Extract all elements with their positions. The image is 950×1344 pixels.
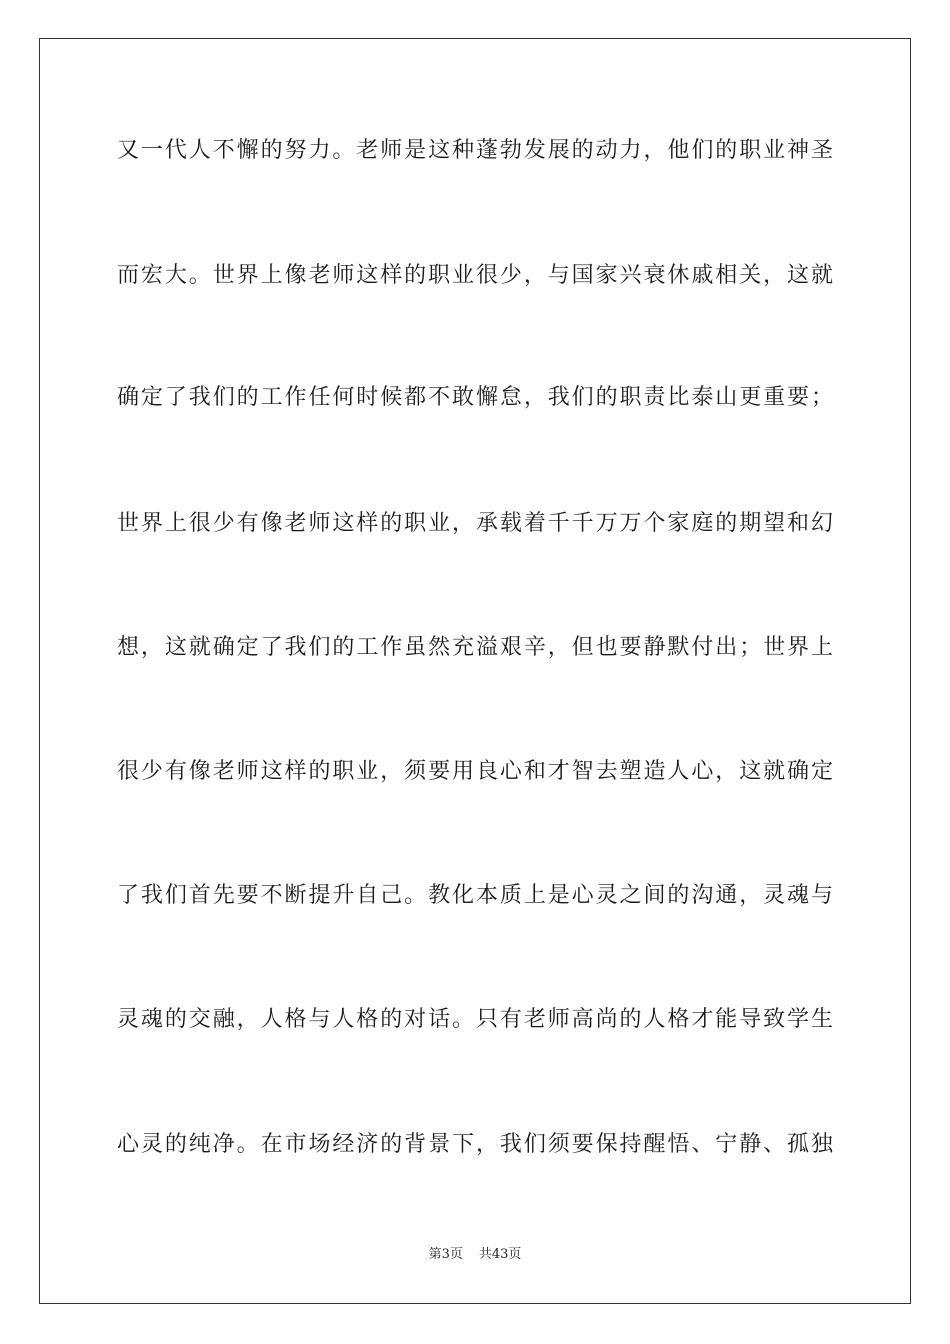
text-line: 灵魂的交融，人格与人格的对话。只有老师高尚的人格才能导致学生 [117,1007,833,1032]
page-border [39,38,911,1304]
page-number: 第3页 [428,1247,463,1262]
text-line: 了我们首先要不断提升自己。教化本质上是心灵之间的沟通，灵魂与 [117,883,833,908]
text-line: 确定了我们的工作任何时候都不敢懈怠，我们的职责比泰山更重要； [117,385,833,410]
text-line: 又一代人不懈的努力。老师是这种蓬勃发展的动力，他们的职业神圣 [117,138,833,163]
text-line: 想，这就确定了我们的工作虽然充溢艰辛，但也要静默付出；世界上 [117,635,833,660]
page-total: 共43页 [478,1247,522,1262]
page-footer [0,1246,950,1264]
text-line: 心灵的纯净。在市场经济的背景下，我们须要保持醒悟、宁静、孤独 [117,1132,833,1157]
text-line: 世界上很少有像老师这样的职业，承载着千千万万个家庭的期望和幻 [117,511,833,536]
text-line: 很少有像老师这样的职业，须要用良心和才智去塑造人心，这就确定 [117,759,833,784]
text-line: 而宏大。世界上像老师这样的职业很少，与国家兴衰休戚相关，这就 [117,263,833,288]
